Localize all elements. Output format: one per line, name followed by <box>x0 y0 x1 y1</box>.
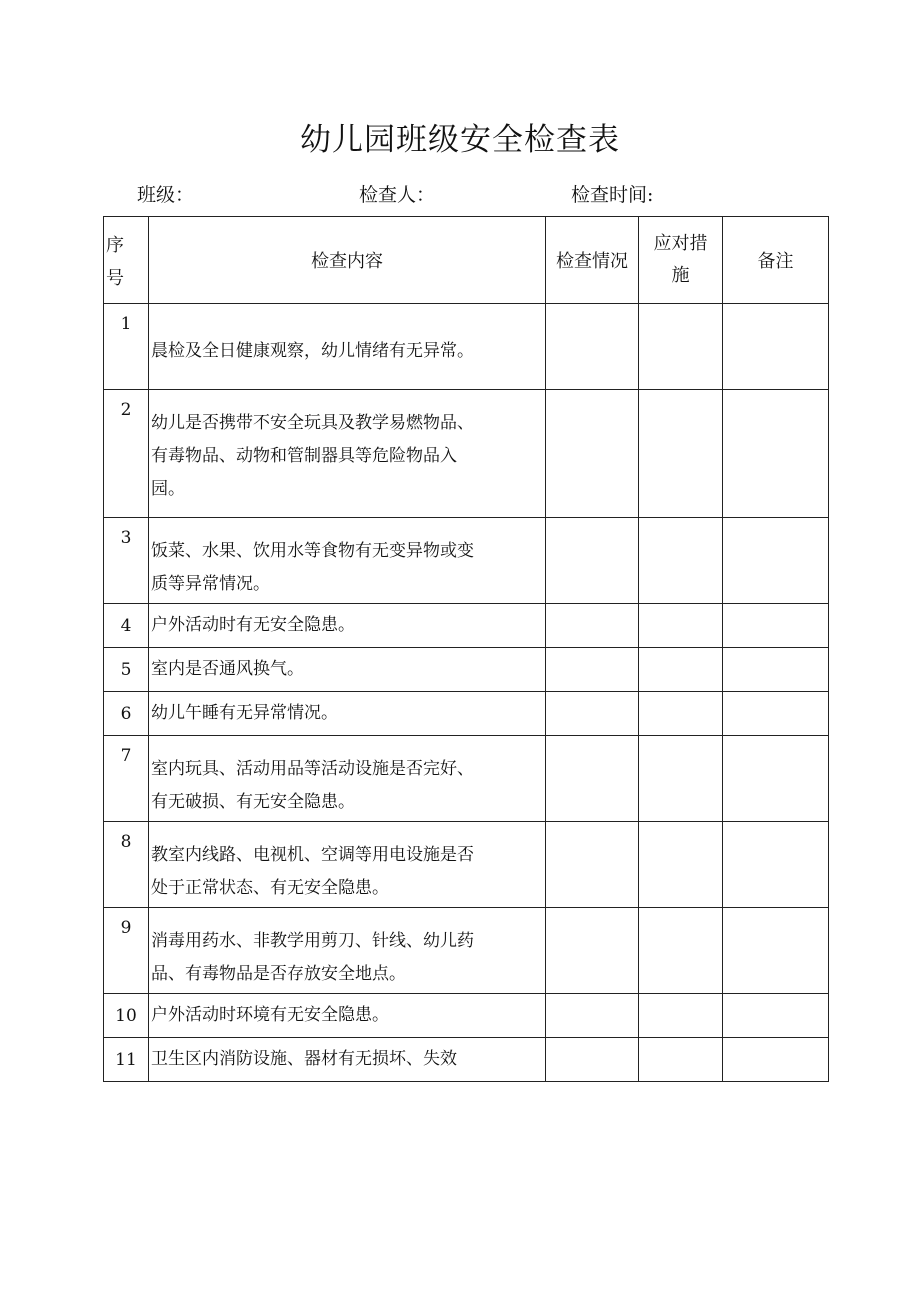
row-content: 饭菜、水果、饮用水等食物有无变异物或变 质等异常情况。 <box>149 518 546 604</box>
measure-cell[interactable] <box>639 604 723 648</box>
remark-cell[interactable] <box>723 518 829 604</box>
status-cell[interactable] <box>546 648 639 692</box>
inspector-label: 检查人： <box>359 184 436 206</box>
header-check-content: 检查内容 <box>149 217 546 304</box>
row-content: 户外活动时有无安全隐患。 <box>149 604 546 648</box>
status-cell[interactable] <box>546 692 639 736</box>
status-cell[interactable] <box>546 1038 639 1082</box>
check-time-label: 检查时间: <box>571 184 654 206</box>
table-row <box>104 304 829 390</box>
remark-cell[interactable] <box>723 648 829 692</box>
row-content: 户外活动时环境有无安全隐患。 <box>149 994 546 1038</box>
measure-cell[interactable] <box>639 822 723 908</box>
table-row <box>104 390 829 518</box>
remark-cell[interactable] <box>723 1038 829 1082</box>
status-cell[interactable] <box>546 518 639 604</box>
row-content: 教室内线路、电视机、空调等用电设施是否 处于正常状态、有无安全隐患。 <box>149 822 546 908</box>
row-content: 幼儿午睡有无异常情况。 <box>149 692 546 736</box>
header-serial-number: 序 号 <box>104 217 149 304</box>
table-row <box>104 908 829 994</box>
form-meta-row <box>0 180 920 208</box>
row-content: 幼儿是否携带不安全玩具及教学易燃物品、 有毒物品、动物和管制器具等危险物品入 园。 <box>149 390 546 518</box>
header-remark: 备注 <box>723 217 829 304</box>
remark-cell[interactable] <box>723 304 829 390</box>
row-content: 卫生区内消防设施、器材有无损坏、失效 <box>149 1038 546 1082</box>
measure-cell[interactable] <box>639 1038 723 1082</box>
row-number: 5 <box>104 648 149 692</box>
remark-cell[interactable] <box>723 994 829 1038</box>
class-label: 班级： <box>137 184 195 206</box>
measure-cell[interactable] <box>639 692 723 736</box>
status-cell[interactable] <box>546 908 639 994</box>
measure-cell[interactable] <box>639 304 723 390</box>
row-content: 室内是否通风换气。 <box>149 648 546 692</box>
row-number: 7 <box>104 736 149 822</box>
table-row <box>104 604 829 648</box>
status-cell[interactable] <box>546 994 639 1038</box>
table-row <box>104 994 829 1038</box>
page-title: 幼儿园班级安全检查表 <box>300 122 620 158</box>
row-number: 6 <box>104 692 149 736</box>
row-content: 消毒用药水、非教学用剪刀、针线、幼儿药 品、有毒物品是否存放安全地点。 <box>149 908 546 994</box>
row-number: 4 <box>104 604 149 648</box>
measure-cell[interactable] <box>639 390 723 518</box>
header-countermeasure: 应对措 施 <box>639 217 723 304</box>
row-number: 10 <box>104 994 149 1038</box>
remark-cell[interactable] <box>723 736 829 822</box>
row-number: 8 <box>104 822 149 908</box>
row-number: 11 <box>104 1038 149 1082</box>
measure-cell[interactable] <box>639 648 723 692</box>
table-row <box>104 736 829 822</box>
row-number: 3 <box>104 518 149 604</box>
table-header-row <box>104 217 829 304</box>
table-row <box>104 1038 829 1082</box>
row-number: 2 <box>104 390 149 518</box>
row-number: 1 <box>104 304 149 390</box>
table-row <box>104 822 829 908</box>
remark-cell[interactable] <box>723 390 829 518</box>
table-row <box>104 692 829 736</box>
status-cell[interactable] <box>546 822 639 908</box>
remark-cell[interactable] <box>723 822 829 908</box>
remark-cell[interactable] <box>723 692 829 736</box>
table-row <box>104 518 829 604</box>
row-content: 晨检及全日健康观察，幼儿情绪有无异常。 <box>149 304 546 390</box>
status-cell[interactable] <box>546 390 639 518</box>
measure-cell[interactable] <box>639 736 723 822</box>
table-row <box>104 648 829 692</box>
header-check-status: 检查情况 <box>546 217 639 304</box>
measure-cell[interactable] <box>639 908 723 994</box>
safety-check-table <box>103 216 829 1082</box>
remark-cell[interactable] <box>723 604 829 648</box>
status-cell[interactable] <box>546 736 639 822</box>
status-cell[interactable] <box>546 604 639 648</box>
measure-cell[interactable] <box>639 518 723 604</box>
status-cell[interactable] <box>546 304 639 390</box>
row-number: 9 <box>104 908 149 994</box>
row-content: 室内玩具、活动用品等活动设施是否完好、 有无破损、有无安全隐患。 <box>149 736 546 822</box>
measure-cell[interactable] <box>639 994 723 1038</box>
remark-cell[interactable] <box>723 908 829 994</box>
